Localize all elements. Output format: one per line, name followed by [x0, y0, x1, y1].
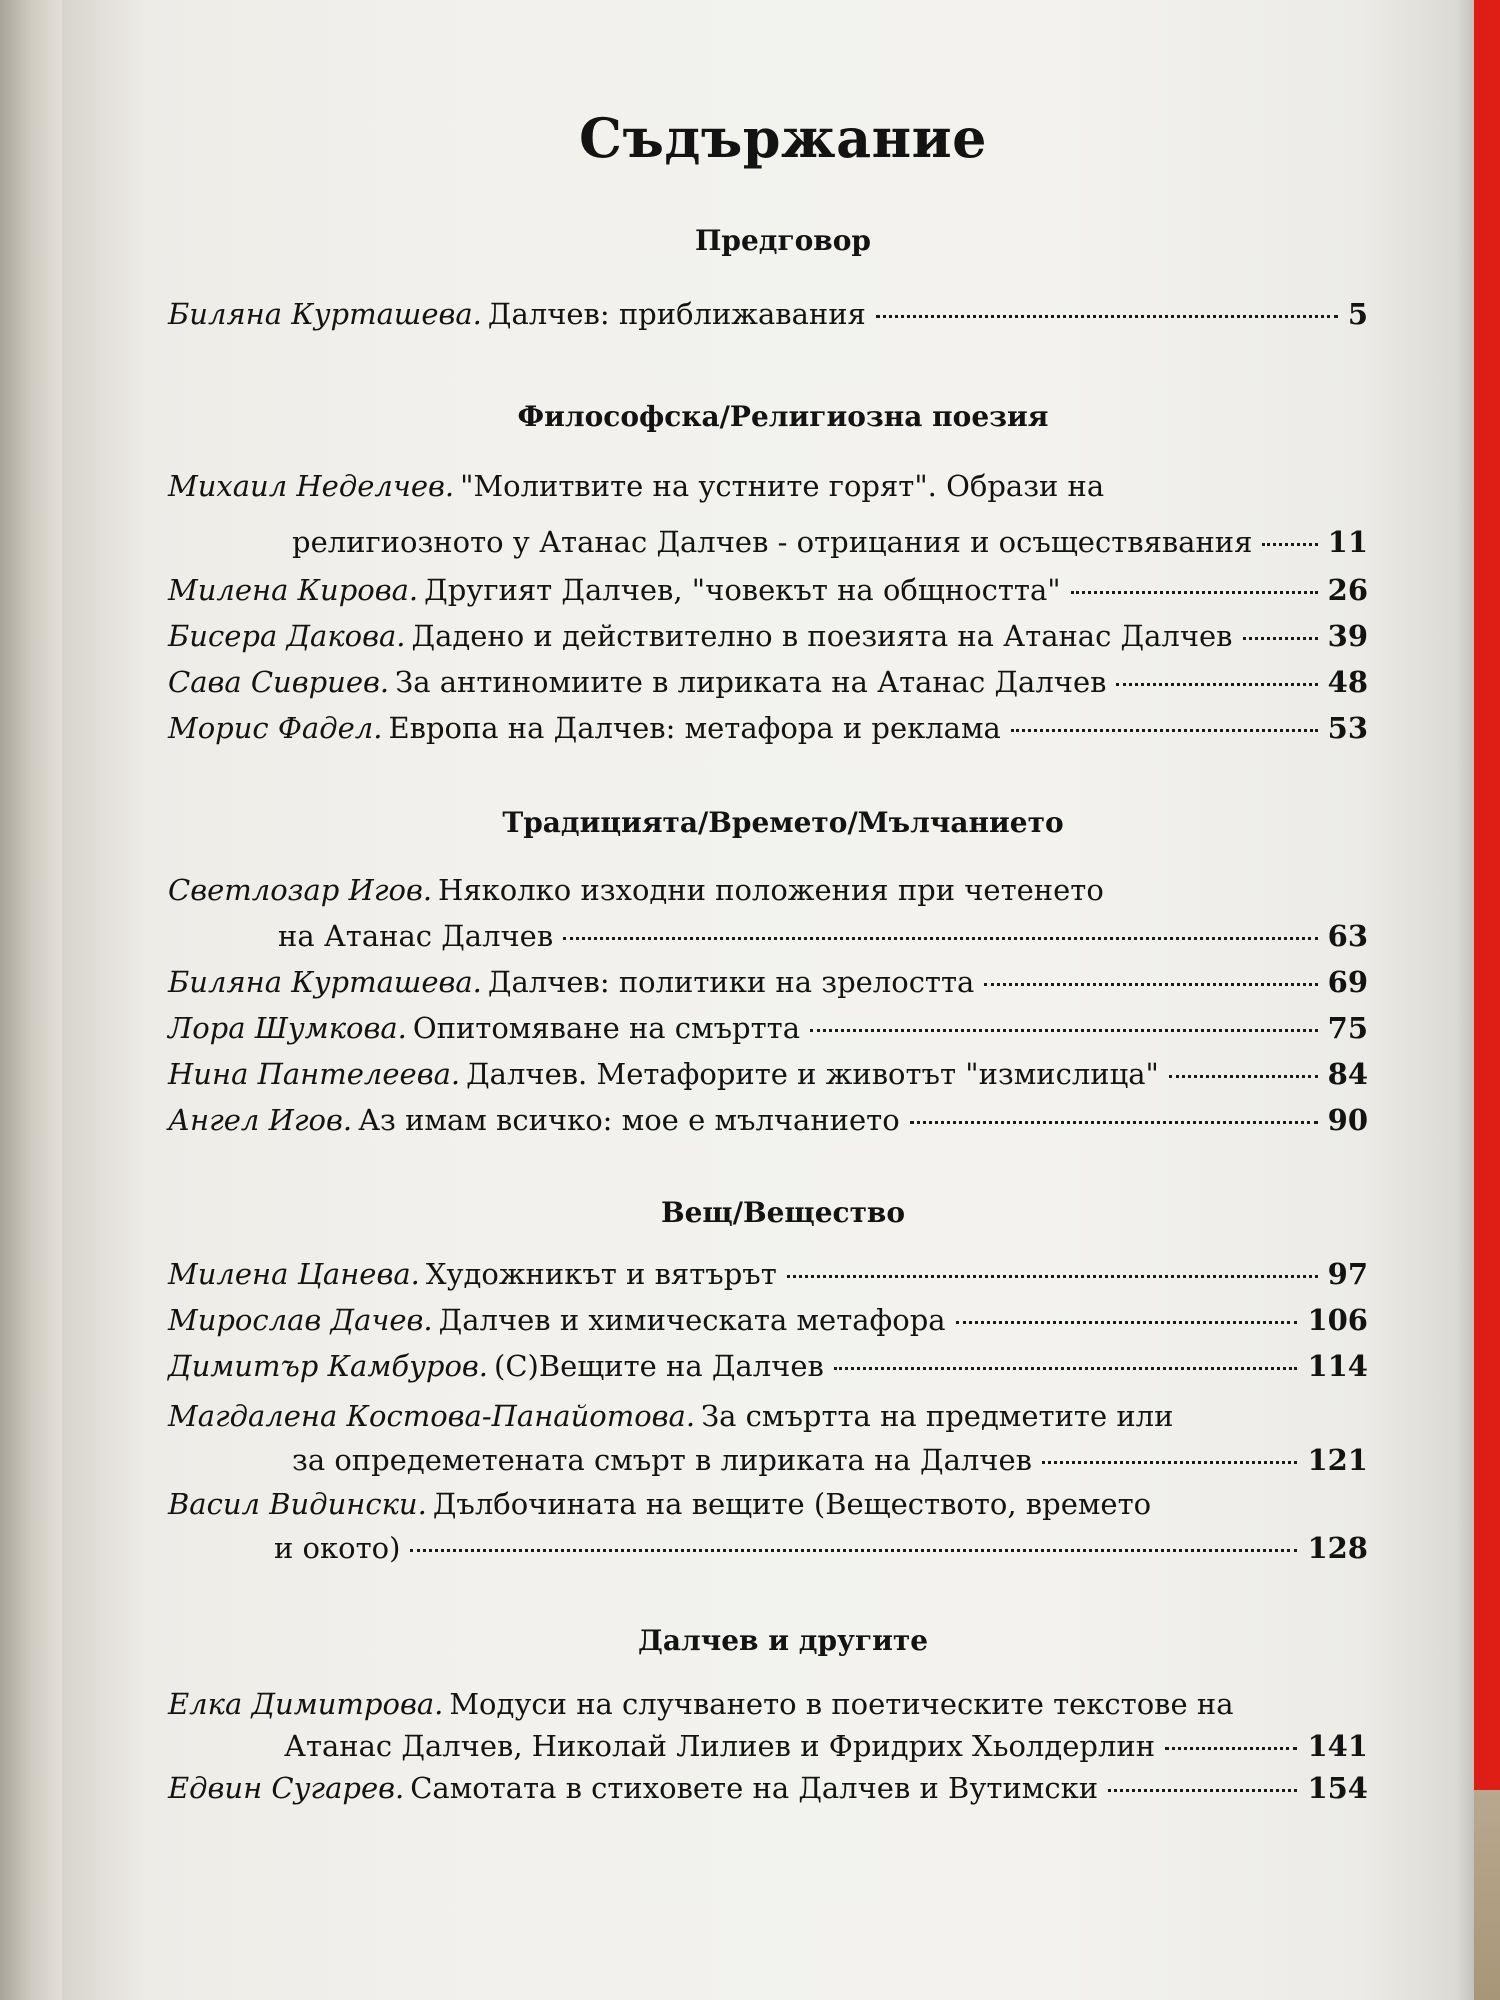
toc-title-continuation: религиозното у Атанас Далчев - отрицания и осъществявания: [292, 525, 1253, 559]
toc-entry[interactable]: [168, 1056, 1368, 1092]
dot-leader: [1071, 591, 1318, 594]
toc-title: Модуси на случването в поетическите текстове на: [449, 1687, 1234, 1721]
toc-entry[interactable]: [168, 1686, 1234, 1722]
section-heading: Предговор: [694, 224, 872, 257]
toc-entry[interactable]: [168, 296, 1368, 332]
toc-author: Биляна Курташева.: [168, 297, 482, 331]
toc-entry[interactable]: [168, 1398, 1173, 1434]
toc-title: Далчев: политики на зрелостта: [487, 965, 975, 999]
toc-page-number: 84: [1327, 1057, 1368, 1091]
toc-entry-continuation[interactable]: [274, 1530, 1368, 1566]
toc-entry[interactable]: [168, 872, 1104, 908]
toc-title: Далчев: приближавания: [487, 297, 866, 331]
book-page: [62, 0, 1474, 2000]
dot-leader: [810, 1029, 1318, 1032]
toc-page-number: 75: [1327, 1011, 1368, 1045]
toc-entry[interactable]: [168, 710, 1368, 746]
table-of-contents: [168, 0, 1398, 2000]
dot-leader: [1116, 683, 1317, 686]
toc-title: Дадено и действително в поезията на Атанас Далчев: [411, 619, 1233, 653]
section-heading: Философска/Религиозна поезия: [517, 400, 1049, 433]
toc-page-number: 5: [1347, 297, 1368, 331]
toc-page-number: 26: [1327, 573, 1368, 607]
toc-entry[interactable]: [168, 1770, 1368, 1806]
toc-title: Другият Далчев, "човекът на общността": [424, 573, 1061, 607]
dot-leader: [834, 1367, 1298, 1370]
toc-page-number: 114: [1307, 1349, 1368, 1383]
toc-page-number: 39: [1327, 619, 1368, 653]
dot-leader: [410, 1549, 1297, 1552]
toc-page-number: 11: [1327, 525, 1368, 559]
toc-entry[interactable]: [168, 1348, 1368, 1384]
toc-entry-continuation[interactable]: [278, 918, 1368, 954]
toc-title: (С)Вещите на Далчев: [494, 1349, 824, 1383]
dot-leader: [1262, 543, 1317, 546]
toc-title: Далчев и химическата метафора: [438, 1303, 946, 1337]
toc-author: Сава Сивриев.: [168, 665, 390, 699]
toc-entry[interactable]: [168, 964, 1368, 1000]
toc-author: Морис Фадел.: [168, 711, 383, 745]
dot-leader: [563, 937, 1317, 940]
dot-leader: [984, 983, 1317, 986]
toc-title-continuation: на Атанас Далчев: [278, 919, 554, 953]
toc-entry[interactable]: [168, 1010, 1368, 1046]
toc-author: Лора Шумкова.: [168, 1011, 407, 1045]
toc-author: Милена Кирова.: [168, 573, 419, 607]
dot-leader: [787, 1275, 1318, 1278]
toc-title: За смъртта на предметите или: [701, 1399, 1174, 1433]
toc-entry-continuation[interactable]: [292, 524, 1368, 560]
toc-title-continuation: Атанас Далчев, Николай Лилиев и Фридрих Хьолдерлин: [284, 1729, 1156, 1763]
toc-entry-continuation[interactable]: [292, 1442, 1368, 1478]
toc-author: Милена Цанева.: [168, 1257, 420, 1291]
dot-leader: [1243, 637, 1318, 640]
toc-entry[interactable]: [168, 1302, 1368, 1338]
toc-author: Васил Видински.: [168, 1487, 427, 1521]
toc-entry[interactable]: [168, 1102, 1368, 1138]
toc-page-number: 97: [1327, 1257, 1368, 1291]
toc-author: Елка Димитрова.: [168, 1687, 444, 1721]
toc-title: Няколко изходни положения при четенето: [438, 873, 1104, 907]
toc-author: Мирослав Дачев.: [168, 1303, 433, 1337]
dot-leader: [910, 1121, 1318, 1124]
toc-page-number: 63: [1327, 919, 1368, 953]
dot-leader: [1042, 1461, 1297, 1464]
toc-page-number: 48: [1327, 665, 1368, 699]
dot-leader: [956, 1321, 1298, 1324]
toc-title-continuation: и окото): [274, 1531, 401, 1565]
toc-title-continuation: за опредеметената смърт в лириката на Далчев: [292, 1443, 1032, 1477]
dot-leader: [1011, 729, 1318, 732]
page-title: Съдържание: [578, 106, 988, 170]
toc-title: За антиномиите в лириката на Атанас Далчев: [395, 665, 1107, 699]
toc-page-number: 128: [1307, 1531, 1368, 1565]
toc-entry[interactable]: [168, 1256, 1368, 1292]
toc-author: Нина Пантелеева.: [168, 1057, 461, 1091]
toc-title: Далчев. Метафорите и животът "измислица": [466, 1057, 1159, 1091]
toc-page-number: 121: [1307, 1443, 1368, 1477]
toc-title: "Молитвите на устните горят". Образи на: [460, 469, 1105, 503]
toc-page-number: 141: [1307, 1729, 1368, 1763]
toc-page-number: 106: [1307, 1303, 1368, 1337]
toc-page-number: 53: [1327, 711, 1368, 745]
toc-entry[interactable]: [168, 468, 1104, 504]
section-heading: Далчев и другите: [637, 1624, 929, 1657]
dot-leader: [876, 315, 1338, 318]
toc-author: Магдалена Костова-Панайотова.: [168, 1399, 696, 1433]
toc-title: Дълбочината на вещите (Веществото, времето: [432, 1487, 1152, 1521]
dot-leader: [1169, 1075, 1318, 1078]
toc-author: Димитър Камбуров.: [168, 1349, 489, 1383]
toc-author: Едвин Сугарев.: [168, 1771, 405, 1805]
toc-entry[interactable]: [168, 1486, 1151, 1522]
toc-author: Михаил Неделчев.: [168, 469, 455, 503]
toc-title: Художникът и вятърът: [425, 1257, 777, 1291]
toc-page-number: 90: [1327, 1103, 1368, 1137]
toc-title: Опитомяване на смъртта: [412, 1011, 800, 1045]
toc-author: Биляна Курташева.: [168, 965, 482, 999]
toc-title: Европа на Далчев: метафора и реклама: [388, 711, 1001, 745]
dot-leader: [1108, 1789, 1297, 1792]
toc-title: Аз имам всичко: мое е мълчанието: [358, 1103, 900, 1137]
toc-author: Ангел Игов.: [168, 1103, 353, 1137]
toc-entry[interactable]: [168, 664, 1368, 700]
toc-author: Бисера Дакова.: [168, 619, 406, 653]
toc-entry[interactable]: [168, 618, 1368, 654]
toc-page-number: 69: [1327, 965, 1368, 999]
toc-page-number: 154: [1307, 1771, 1368, 1805]
dot-leader: [1165, 1747, 1297, 1750]
section-heading: Традицията/Времето/Мълчанието: [502, 806, 1064, 839]
section-heading: Вещ/Вещество: [660, 1196, 906, 1229]
toc-author: Светлозар Игов.: [168, 873, 433, 907]
toc-entry[interactable]: [168, 572, 1368, 608]
toc-entry-continuation[interactable]: [284, 1728, 1368, 1764]
toc-title: Самотата в стиховете на Далчев и Вутимски: [410, 1771, 1099, 1805]
